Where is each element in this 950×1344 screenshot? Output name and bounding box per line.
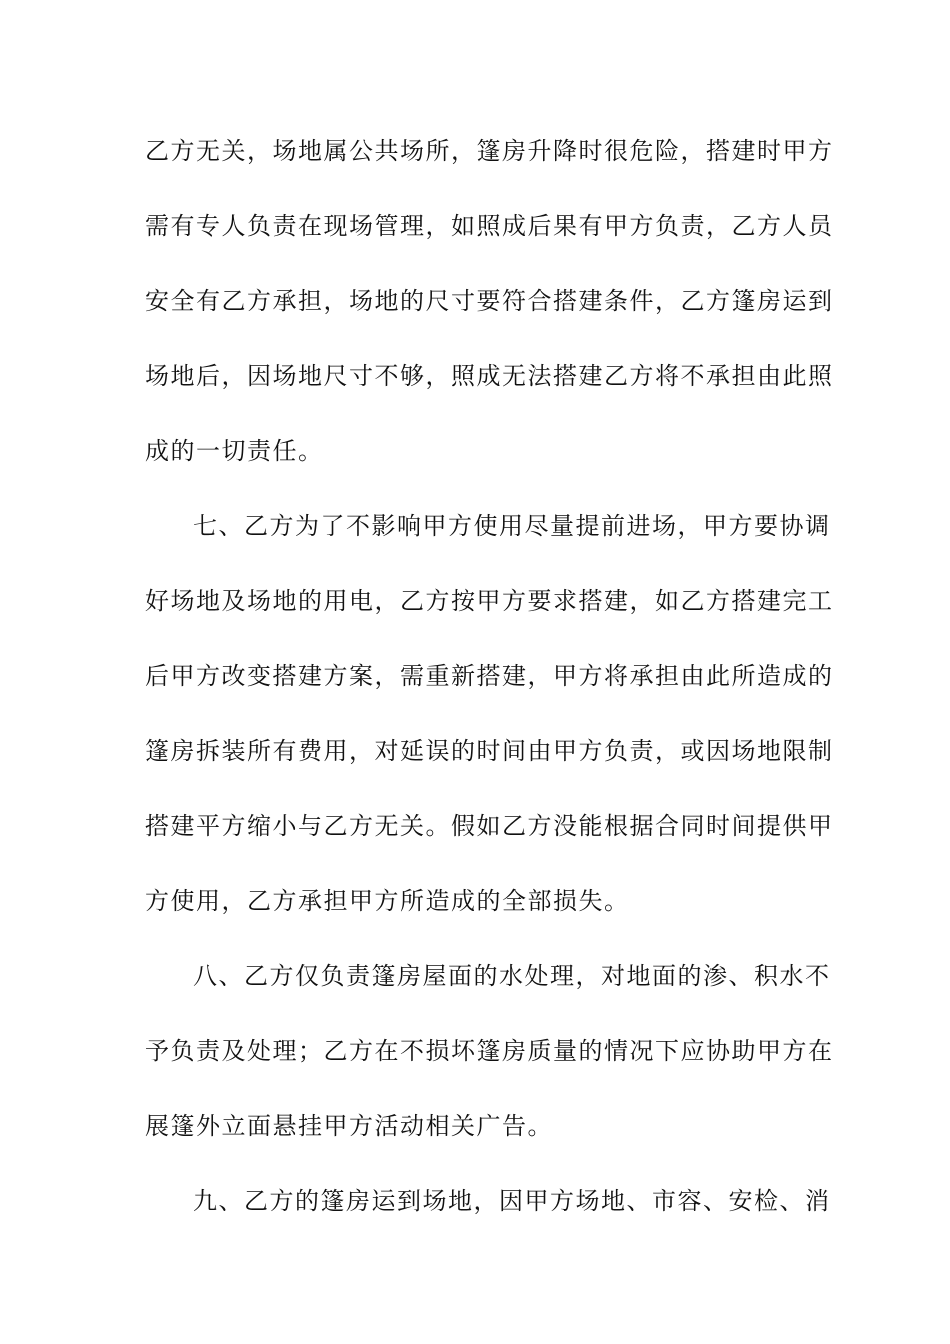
- text-line-10: 搭建平方缩小与乙方无关。假如乙方没能根据合同时间提供甲: [145, 812, 834, 840]
- text-line-1: 乙方无关，场地属公共场所，篷房升降时很危险，搭建时甲方: [145, 137, 834, 165]
- text-line-4: 场地后，因场地尺寸不够，照成无法搭建乙方将不承担由此照: [145, 362, 834, 390]
- text-line-15: 九、乙方的篷房运到场地，因甲方场地、市容、安检、消: [193, 1187, 831, 1215]
- text-line-8: 后甲方改变搭建方案，需重新搭建，甲方将承担由此所造成的: [145, 662, 834, 690]
- text-line-11: 方使用，乙方承担甲方所造成的全部损失。: [145, 887, 630, 915]
- text-line-13: 予负责及处理；乙方在不损坏篷房质量的情况下应协助甲方在: [145, 1037, 834, 1065]
- text-line-6: 七、乙方为了不影响甲方使用尽量提前进场，甲方要协调: [193, 512, 831, 540]
- text-line-12: 八、乙方仅负责篷房屋面的水处理，对地面的渗、积水不: [193, 962, 831, 990]
- text-line-3: 安全有乙方承担，场地的尺寸要符合搭建条件，乙方篷房运到: [145, 287, 834, 315]
- text-line-5: 成的一切责任。: [145, 437, 324, 465]
- text-line-2: 需有专人负责在现场管理，如照成后果有甲方负责，乙方人员: [145, 212, 834, 240]
- text-line-7: 好场地及场地的用电，乙方按甲方要求搭建，如乙方搭建完工: [145, 587, 834, 615]
- text-line-14: 展篷外立面悬挂甲方活动相关广告。: [145, 1112, 553, 1140]
- text-line-9: 篷房拆装所有费用，对延误的时间由甲方负责，或因场地限制: [145, 737, 834, 765]
